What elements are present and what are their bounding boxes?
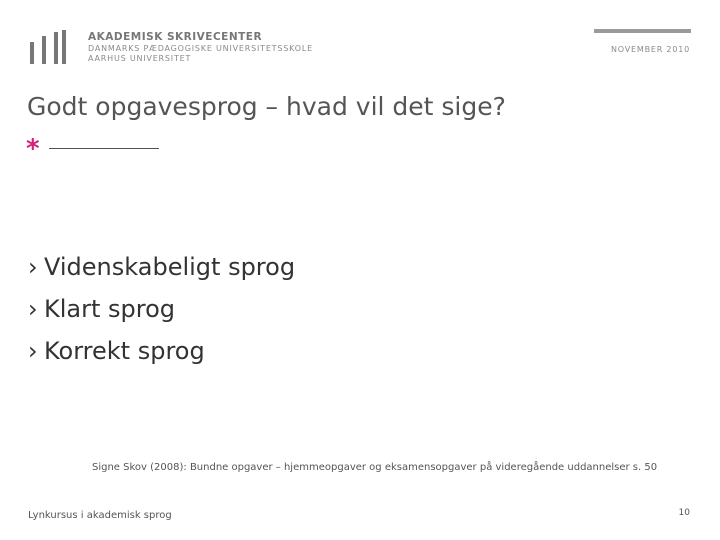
asterisk-icon: *	[26, 134, 40, 164]
slide-date: NOVEMBER 2010	[611, 45, 690, 54]
bullet-item	[28, 288, 295, 330]
bullet-text: Klart sprog	[44, 295, 176, 323]
footer-course: Lynkursus i akademisk sprog	[28, 510, 172, 521]
slide-title: Godt opgavesprog – hvad vil det sige?	[27, 92, 506, 121]
org-subtitle: DANMARKS PÆDAGOGISKE UNIVERSITETSSKOLE	[88, 44, 313, 53]
bullet-item	[28, 246, 295, 288]
bullet-text: Korrekt sprog	[44, 337, 205, 365]
header-rule	[594, 29, 691, 33]
bullet-text: Videnskabeligt sprog	[44, 253, 296, 281]
logo-bar	[62, 30, 66, 64]
bullet-item	[28, 330, 295, 372]
chevron-right-icon: ›	[28, 253, 38, 281]
citation: Signe Skov (2008): Bundne opgaver – hjemmeopgaver og eksamensopgaver på videregående uddannelser s. 50	[92, 462, 658, 473]
logo-bar	[42, 36, 46, 64]
org-title: AKADEMISK SKRIVECENTER	[88, 31, 263, 43]
university-logo-icon	[28, 30, 68, 66]
chevron-right-icon: ›	[28, 295, 38, 323]
org-subtitle: AARHUS UNIVERSITET	[88, 54, 192, 63]
logo-bar	[54, 32, 58, 64]
page-number: 10	[678, 508, 690, 518]
organization-block	[88, 31, 313, 64]
title-underline	[49, 148, 159, 149]
logo-bar	[30, 42, 34, 64]
chevron-right-icon: ›	[28, 337, 38, 365]
bullet-list	[28, 246, 295, 372]
